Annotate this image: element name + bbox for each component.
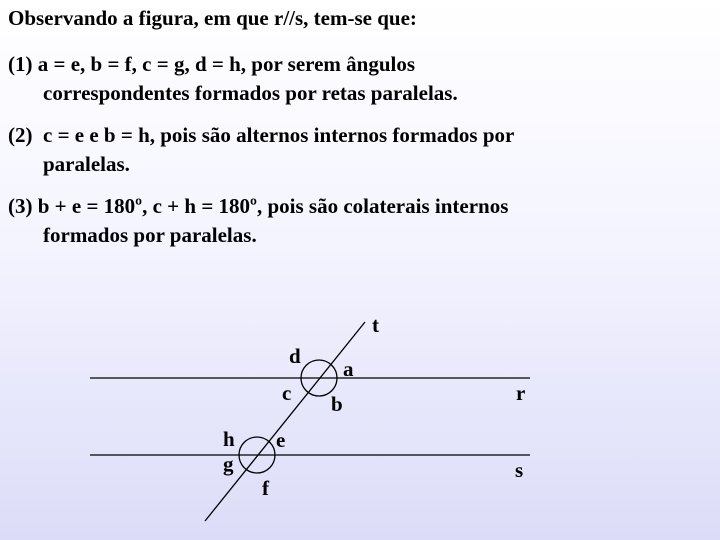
label-t: t [372,313,379,337]
angle-label-a: a [343,357,354,381]
line-t [205,322,365,521]
statement-1-number: (1) [8,52,33,76]
angle-label-d: d [289,344,301,368]
statement-2-line-2: paralelas. [43,152,130,176]
statement-1-line-1: a = e, b = f, c = g, d = h, por serem ângulos [37,52,416,76]
statement-3-number: (3) [8,194,33,218]
statement-2-line-1: c = e e b = h, pois são alternos internos formados por [37,123,515,147]
angle-label-h: h [223,427,235,451]
angle-label-f: f [262,476,269,500]
angle-label-b: b [331,392,343,416]
label-r: r [516,381,526,405]
statement-3-line-2: formados por paralelas. [43,223,257,247]
label-s: s [515,458,524,482]
angle-label-c: c [282,381,292,405]
statement-1-line-2: correspondentes formados por retas paralelas. [43,81,458,105]
page-title: Observando a figura, em que r//s, tem-se que: [8,6,417,30]
angle-label-g: g [223,452,234,476]
angle-label-e: e [276,428,286,452]
statement-3-line-1: b + e = 180º, c + h = 180º, pois são colaterais internos [37,194,509,218]
statement-2-number: (2) [8,123,33,147]
